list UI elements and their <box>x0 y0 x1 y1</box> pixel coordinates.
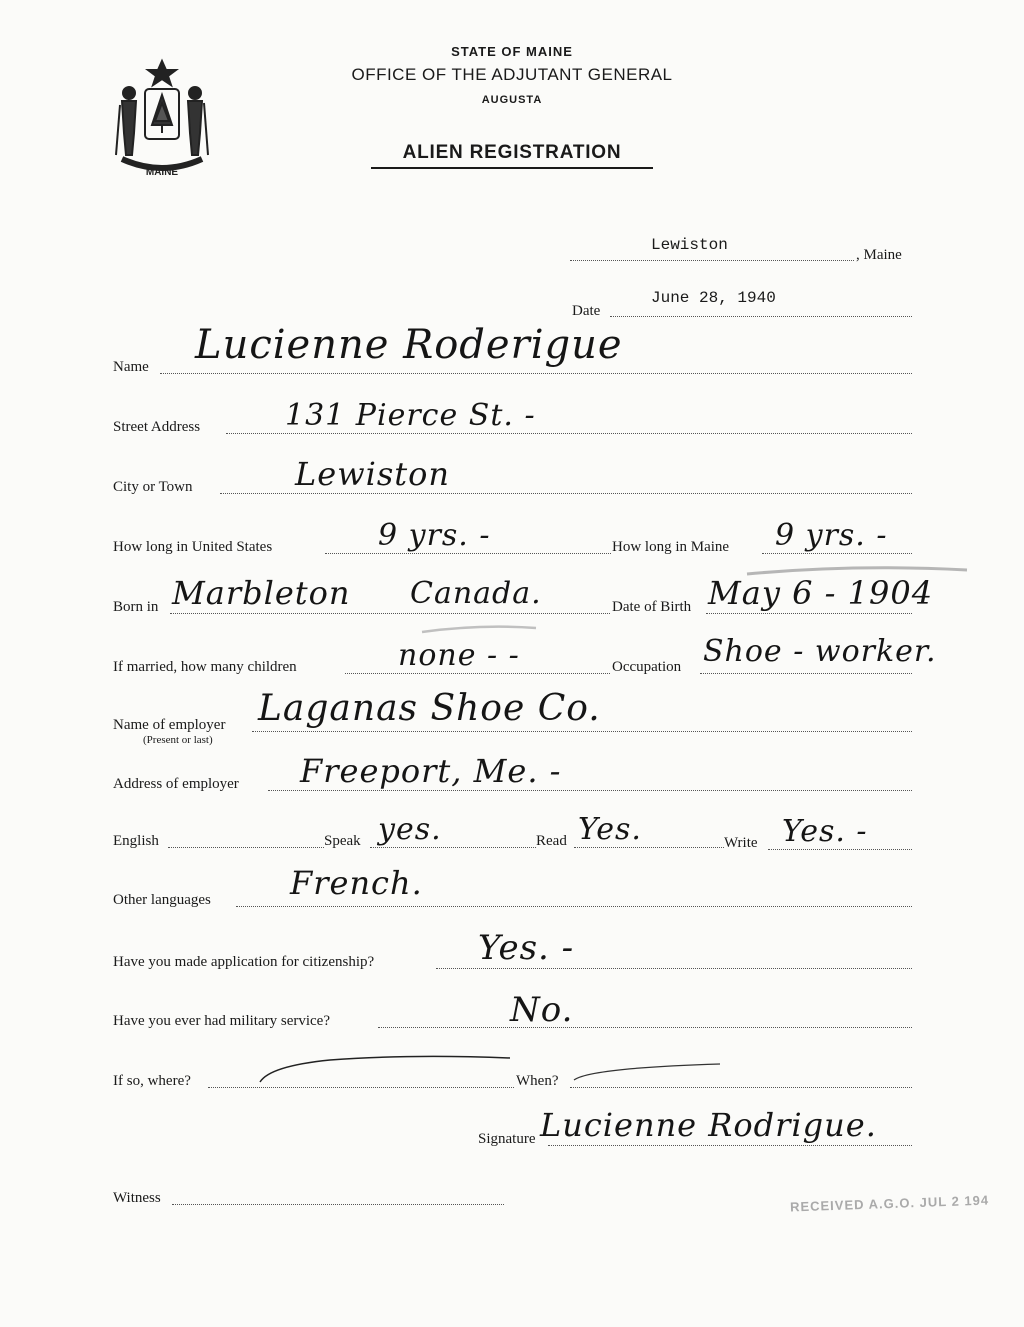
other-languages-value: French. <box>290 864 423 902</box>
employer-address-line <box>268 790 912 791</box>
witness-label: Witness <box>113 1190 161 1206</box>
how-long-maine-line <box>762 553 912 554</box>
location-suffix: , Maine <box>856 247 902 263</box>
when-dash-mark <box>570 1060 730 1084</box>
english-label: English <box>113 833 159 849</box>
employer-line <box>252 731 912 732</box>
employer-address-value: Freeport, Me. - <box>300 752 562 790</box>
dob-label: Date of Birth <box>612 599 692 615</box>
how-long-us-value: 9 yrs. - <box>378 518 491 553</box>
name-label: Name <box>113 359 149 375</box>
svg-text:MAINE: MAINE <box>145 167 179 178</box>
born-in-value: Marbleton <box>172 574 351 612</box>
pen-stroke-mark <box>745 560 970 580</box>
signature-label: Signature <box>478 1131 536 1147</box>
city-heading: AUGUSTA <box>481 94 543 106</box>
state-heading: STATE OF MAINE <box>451 44 573 59</box>
street-line <box>226 433 912 434</box>
where-label: If so, where? <box>113 1073 191 1089</box>
speak-label: Speak <box>324 833 361 849</box>
military-line <box>378 1027 912 1028</box>
english-line <box>168 847 324 848</box>
military-label: Have you ever had military service? <box>113 1013 330 1029</box>
read-value: Yes. <box>578 812 642 847</box>
other-languages-line <box>236 906 912 907</box>
how-long-us-label: How long in United States <box>113 539 273 555</box>
employer-address-label: Address of employer <box>113 776 239 792</box>
write-line <box>768 849 912 850</box>
form-title: ALIEN REGISTRATION <box>402 142 622 163</box>
date-value: June 28, 1940 <box>651 289 776 307</box>
dob-line <box>706 613 912 614</box>
location-value: Lewiston <box>651 236 728 254</box>
office-heading: OFFICE OF THE ADJUTANT GENERAL <box>351 65 673 84</box>
born-in-line <box>170 613 610 614</box>
witness-line <box>172 1204 504 1205</box>
employer-sublabel: (Present or last) <box>143 734 213 746</box>
name-line <box>160 373 912 374</box>
date-label: Date <box>572 303 601 319</box>
read-line <box>574 847 724 848</box>
children-value: none - - <box>398 638 520 673</box>
read-label: Read <box>536 833 567 849</box>
street-label: Street Address <box>113 419 201 435</box>
citizenship-line <box>436 968 912 969</box>
blank-dash-mark <box>250 1052 520 1088</box>
signature-value: Lucienne Rodrigue. <box>540 1106 877 1144</box>
occupation-line <box>700 673 912 674</box>
when-line <box>570 1087 912 1088</box>
signature-line <box>548 1145 912 1146</box>
citizenship-label: Have you made application for citizenship? <box>113 954 375 970</box>
occupation-value: Shoe - worker. <box>703 634 937 669</box>
city-line <box>220 493 912 494</box>
write-value: Yes. - <box>782 814 868 849</box>
employer-label: Name of employer <box>113 717 226 733</box>
location-line <box>570 260 854 261</box>
children-label: If married, how many children <box>113 659 297 675</box>
write-label: Write <box>724 835 758 851</box>
citizenship-value: Yes. - <box>478 928 575 968</box>
occupation-label: Occupation <box>612 659 682 675</box>
how-long-maine-label: How long in Maine <box>612 539 730 555</box>
employer-value: Laganas Shoe Co. <box>258 688 601 729</box>
when-label: When? <box>516 1073 559 1089</box>
speak-line <box>370 847 536 848</box>
title-underline <box>371 167 653 169</box>
received-stamp: RECEIVED A.G.O. JUL 2 194 <box>789 1192 990 1215</box>
name-value: Lucienne Roderigue <box>195 322 623 368</box>
speak-value: yes. <box>378 812 442 847</box>
other-languages-label: Other languages <box>113 892 211 908</box>
born-in-label: Born in <box>113 599 159 615</box>
city-value: Lewiston <box>295 455 450 493</box>
street-value: 131 Pierce St. - <box>285 398 536 433</box>
children-line <box>345 673 610 674</box>
military-value: No. <box>510 990 574 1030</box>
dob-value: May 6 - 1904 <box>708 574 934 612</box>
pen-stroke-mark-2 <box>420 622 540 636</box>
how-long-us-line <box>325 553 611 554</box>
born-country-value: Canada. <box>410 576 542 611</box>
city-label: City or Town <box>113 479 193 495</box>
how-long-maine-value: 9 yrs. - <box>775 518 888 553</box>
date-line <box>610 316 912 317</box>
